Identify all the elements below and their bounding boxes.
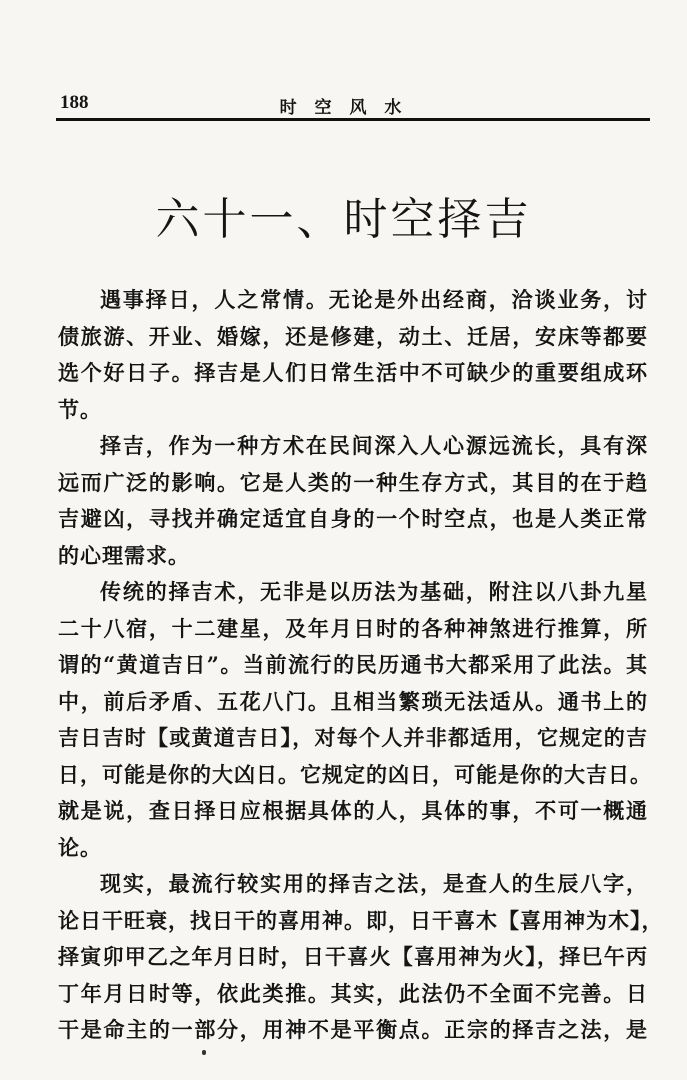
text-line: 债旅游、开业、婚嫁，还是修建，动土、迁居，安床等都要 [58,323,648,349]
text-line: 二十八宿，十二建星，及年月日时的各种神煞进行推算，所 [58,615,648,641]
text-line: 的心理需求。 [58,542,190,568]
running-head: 时 空 风 水 [279,98,408,118]
page-number: 188 [60,92,89,113]
paragraph-1 [58,282,648,428]
paragraph-3 [58,574,652,866]
text-line: 干是命主的一部分，用神不是平衡点。正宗的择吉之法，是 [58,1017,648,1042]
text-line: 吉避凶，寻找并确定适宜自身的一个时空点，也是人类正常 [58,506,648,531]
text-line: 择吉，作为一种方术在民间深入人心源远流长，具有深 [100,433,648,458]
body-text [58,282,664,1049]
text-line: 传统的择吉术，无非是以历法为基础，附注以八卦九星 [100,579,648,604]
text-line: 选个好日子。择吉是人们日常生活中不可缺少的重要组成环 [58,360,648,385]
header-rule [56,118,650,121]
text-line: 就是说，查日择日应根据具体的人，具体的事，不可一概通 [58,798,648,823]
text-line: 谓的“黄道吉日”。当前流行的民历通书大都采用了此法。其 [58,652,648,677]
text-line: 丁年月日时等，依此类推。其实，此法仍不全面不完善。日 [58,980,648,1006]
text-line: 日，可能是你的大凶日。它规定的凶日，可能是你的大吉日。 [58,761,652,787]
text-line: 论。 [58,834,102,860]
chapter-title: 六十一、时空择吉 [155,194,532,245]
text-line: 遇事择日，人之常情。无论是外出经商，洽谈业务，讨 [100,287,648,312]
text-line: 论日干旺衰，找日干的喜用神。即，日干喜木【喜用神为木】， [58,907,664,933]
paragraph-4 [58,866,664,1049]
text-line: 择寅卯甲乙之年月日时，日干喜火【喜用神为火】，择巳午丙 [58,944,648,969]
text-line: 吉日吉时【或黄道吉日】，对每个人并非都适用，它规定的吉 [58,725,648,750]
text-line: 远而广泛的影响。它是人类的一种生存方式，其目的在于趋 [58,469,648,495]
ink-speck [202,1050,206,1055]
text-line: 现实，最流行较实用的择吉之法，是查人的生辰八字， [100,871,648,896]
text-line: 节。 [58,396,102,422]
paragraph-2 [58,428,648,574]
text-line: 中，前后矛盾、五花八门。且相当繁琐无法适从。通书上的 [58,688,648,714]
